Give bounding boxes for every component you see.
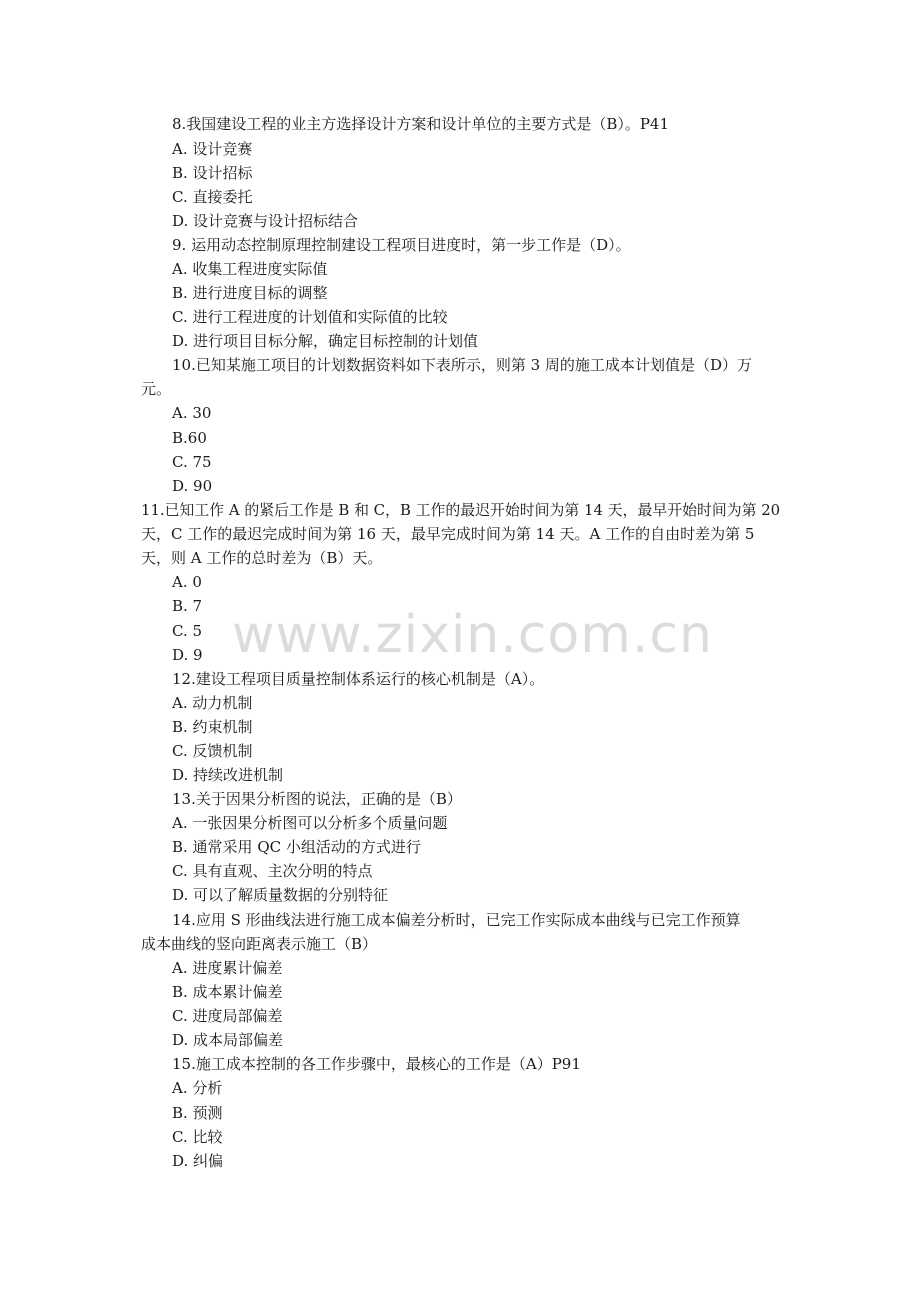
text-line: D. 成本局部偏差 <box>172 1031 284 1049</box>
text-line: 10.已知某施工项目的计划数据资料如下表所示，则第 3 周的施工成本计划值是（D）万 <box>172 356 752 374</box>
text-line: D. 持续改进机制 <box>172 766 284 784</box>
text-line: A. 收集工程进度实际值 <box>172 260 328 278</box>
text-line: A. 0 <box>172 573 202 591</box>
text-line: B.60 <box>172 429 207 447</box>
text-line: C. 直接委托 <box>172 188 253 206</box>
text-line: 天，C 工作的最迟完成时间为第 16 天，最早完成时间为第 14 天。A 工作的自由时差为第 5 <box>141 525 755 543</box>
text-line: 成本曲线的竖向距离表示施工（B） <box>141 935 378 953</box>
text-line: A. 动力机制 <box>172 694 253 712</box>
text-line: C. 5 <box>172 622 203 640</box>
text-line: B. 通常采用 QC 小组活动的方式进行 <box>172 838 421 856</box>
text-line: D. 90 <box>172 477 213 495</box>
text-line: C. 比较 <box>172 1128 223 1146</box>
text-line: 12.建设工程项目质量控制体系运行的核心机制是（A）。 <box>172 670 545 688</box>
text-line: A. 设计竞赛 <box>172 140 253 158</box>
text-line: C. 具有直观、主次分明的特点 <box>172 862 373 880</box>
text-line: B. 设计招标 <box>172 164 253 182</box>
text-line: B. 约束机制 <box>172 718 253 736</box>
text-line: 天，则 A 工作的总时差为（B）天。 <box>141 549 383 567</box>
text-line: A. 进度累计偏差 <box>172 959 283 977</box>
text-line: 元。 <box>141 380 172 398</box>
text-line: B. 7 <box>172 597 203 615</box>
text-line: D. 设计竞赛与设计招标结合 <box>172 212 359 230</box>
text-line: C. 75 <box>172 453 212 471</box>
text-line: D. 9 <box>172 646 203 664</box>
text-line: 9. 运用动态控制原理控制建设工程项目进度时，第一步工作是（D）。 <box>172 236 631 254</box>
text-line: B. 成本累计偏差 <box>172 983 283 1001</box>
text-line: 8.我国建设工程的业主方选择设计方案和设计单位的主要方式是（B）。P41 <box>172 115 670 133</box>
watermark: www.zixin.com.cn <box>232 605 713 665</box>
text-line: C. 进行工程进度的计划值和实际值的比较 <box>172 308 448 326</box>
text-line: B. 预测 <box>172 1104 223 1122</box>
text-line: 13.关于因果分析图的说法，正确的是（B） <box>172 790 462 808</box>
text-line: D. 纠偏 <box>172 1152 224 1170</box>
text-line: 11.已知工作 A 的紧后工作是 B 和 C，B 工作的最迟开始时间为第 14 天，最早开始时间为第 20 <box>141 501 781 519</box>
text-line: A. 一张因果分析图可以分析多个质量问题 <box>172 814 448 832</box>
text-line: B. 进行进度目标的调整 <box>172 284 328 302</box>
text-line: 14.应用 S 形曲线法进行施工成本偏差分析时，已完工作实际成本曲线与已完工作预算 <box>172 911 741 929</box>
text-line: C. 反馈机制 <box>172 742 253 760</box>
text-line: A. 分析 <box>172 1079 223 1097</box>
text-line: D. 进行项目目标分解，确定目标控制的计划值 <box>172 332 479 350</box>
text-line: 15.施工成本控制的各工作步骤中，最核心的工作是（A）P91 <box>172 1055 581 1073</box>
text-line: D. 可以了解质量数据的分别特征 <box>172 886 389 904</box>
text-line: A. 30 <box>172 404 212 422</box>
text-line: C. 进度局部偏差 <box>172 1007 283 1025</box>
